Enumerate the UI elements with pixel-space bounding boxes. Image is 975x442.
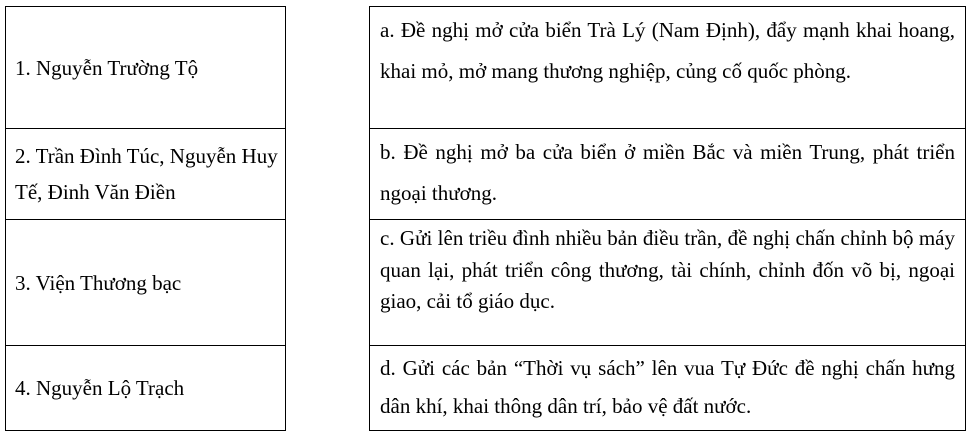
right-cell-c-text: c. Gửi lên triều đình nhiều bản điều trần, đề nghị chấn chỉnh bộ máy quan lại, phát triển công thương, tài chính, chỉnh đốn võ bị, ngoại giao, cải tổ giáo dục. — [380, 226, 955, 313]
left-cell-2-text: 2. Trần Đình Túc, Nguyễn Huy Tế, Đinh Văn Điền — [15, 144, 278, 204]
right-cell-a — [370, 7, 965, 129]
left-column-table — [5, 6, 286, 431]
left-cell-3-text: 3. Viện Thương bạc — [15, 270, 182, 295]
left-cell-3 — [6, 220, 285, 346]
right-cell-d-text: d. Gửi các bản “Thời vụ sách” lên vua Tự Đức đề nghị chấn hưng dân khí, khai thông dân trí, bảo vệ đất nước. — [380, 356, 955, 418]
left-cell-1-text: 1. Nguyễn Trường Tộ — [15, 55, 199, 80]
right-cell-b — [370, 129, 965, 220]
right-column-table — [369, 6, 966, 431]
right-cell-d — [370, 346, 965, 430]
left-cell-2 — [6, 129, 285, 220]
right-cell-c — [370, 220, 965, 346]
left-cell-1 — [6, 7, 285, 129]
right-cell-a-text: a. Đề nghị mở cửa biển Trà Lý (Nam Định), đẩy mạnh khai hoang, khai mỏ, mở mang thương nghiệp, củng cố quốc phòng. — [380, 18, 955, 83]
right-cell-b-text: b. Đề nghị mở ba cửa biển ở miền Bắc và miền Trung, phát triển ngoại thương. — [380, 140, 955, 205]
left-cell-4-text: 4. Nguyễn Lộ Trạch — [15, 376, 185, 400]
left-cell-4 — [6, 346, 285, 430]
